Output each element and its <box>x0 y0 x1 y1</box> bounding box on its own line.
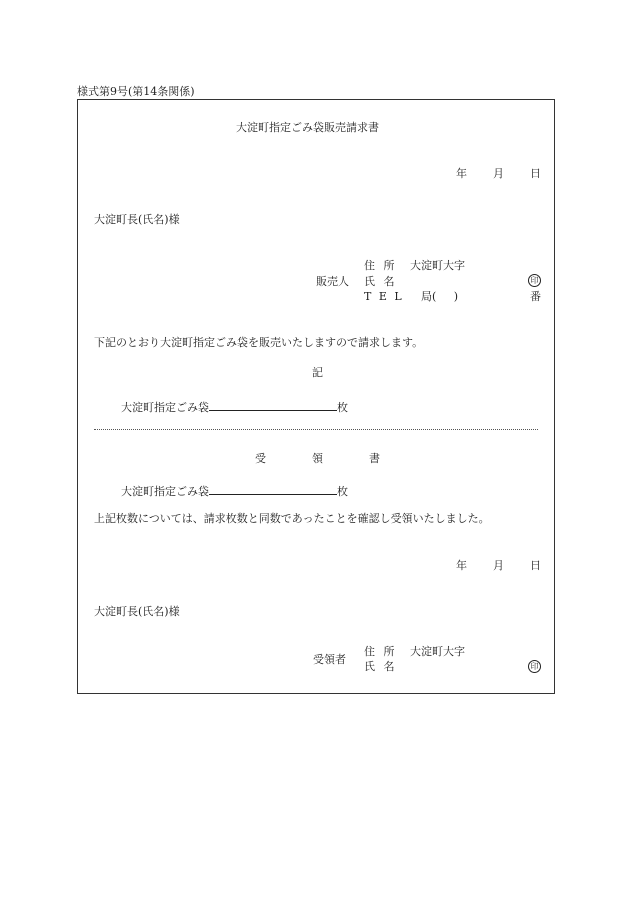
receipt-seal-icon: 印 <box>528 660 541 673</box>
request-item-unit: 枚 <box>337 401 348 414</box>
receipt-name-label: 氏 名 <box>364 660 395 673</box>
tel-office: 局( ) <box>421 290 459 303</box>
receipt-title-char-2: 領 <box>312 452 323 465</box>
receipt-date-month: 月 <box>493 559 504 572</box>
request-name-label: 氏 名 <box>364 275 395 288</box>
receipt-date-year: 年 <box>456 559 467 572</box>
request-item-label: 大淀町指定ごみ袋 <box>121 401 209 414</box>
receipt-title-char-3: 書 <box>369 452 380 465</box>
request-item-row <box>121 399 348 413</box>
request-addressee: 大淀町長(氏名)様 <box>94 213 180 226</box>
request-quantity-field[interactable] <box>209 399 337 411</box>
ki-heading: 記 <box>312 366 323 379</box>
receipt-date-day: 日 <box>530 559 541 572</box>
receipt-address-label: 住 所 <box>364 645 395 658</box>
tel-label: T E L <box>364 290 404 303</box>
request-date-month: 月 <box>493 167 504 180</box>
receipt-item-row <box>121 483 348 497</box>
receipt-item-unit: 枚 <box>337 485 348 498</box>
cut-line <box>94 429 538 430</box>
seller-label: 販売人 <box>316 275 349 288</box>
receipt-addressee: 大淀町長(氏名)様 <box>94 605 180 618</box>
request-seal-icon: 印 <box>528 274 541 287</box>
receiver-label: 受領者 <box>313 653 346 666</box>
tel-number-suffix: 番 <box>530 290 541 303</box>
request-address-label: 住 所 <box>364 259 395 272</box>
request-date-day: 日 <box>530 167 541 180</box>
receipt-statement: 上記枚数については、請求枚数と同数であったことを確認し受領いたしました。 <box>94 512 490 525</box>
receipt-item-label: 大淀町指定ごみ袋 <box>121 485 209 498</box>
request-statement: 下記のとおり大淀町指定ごみ袋を販売いたしますので請求します。 <box>94 336 424 349</box>
request-date-year: 年 <box>456 167 467 180</box>
request-title: 大淀町指定ごみ袋販売請求書 <box>236 121 379 134</box>
form-number: 様式第9号(第14条関係) <box>77 85 195 98</box>
request-address-value: 大淀町大字 <box>410 259 465 272</box>
receipt-address-value: 大淀町大字 <box>410 645 465 658</box>
receipt-title-char-1: 受 <box>255 452 266 465</box>
receipt-quantity-field[interactable] <box>209 483 337 495</box>
